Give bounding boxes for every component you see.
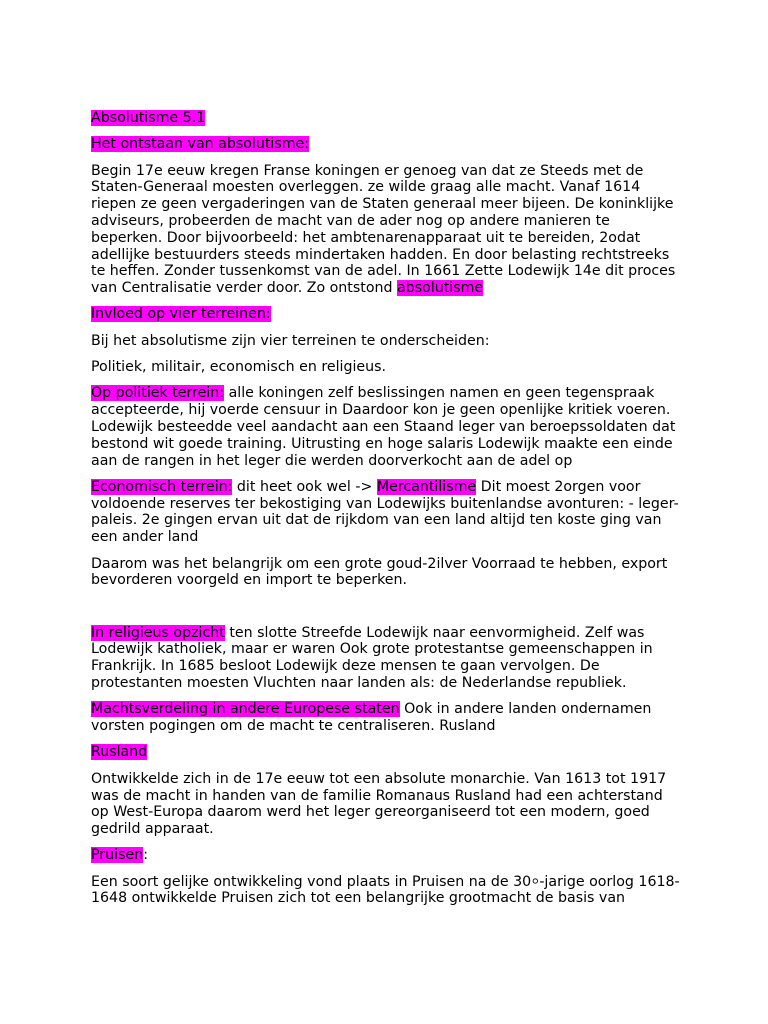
paragraph-power-division-text: Ook in andere landen ondernamen vorsten pogingen om de macht te centraliseren. Rusland	[91, 701, 652, 735]
prussia-highlight: Pruisen	[91, 847, 144, 864]
paragraph-prussia: Een soort gelijke ontwikkeling vond plaats in Pruisen na de 30⸰-jarige oorlog 1618-1648 ontwikkelde Pruisen zich tot een belangrijke grootmacht de basis van	[91, 873, 680, 907]
paragraph-origin	[91, 163, 681, 297]
blank-line	[91, 599, 681, 625]
paragraph-origin-text: Begin 17e eeuw kregen Franse koningen er genoeg van dat ze Steeds met de Staten-Generaal moesten overleggen. ze wilde graag alle macht. Vanaf 1614 riepen ze geen vergaderingen van de Staten generaal meer bijeen. De koninklijke adviseurs, probeerden de macht van de ader nog op andere manieren te beperken. Door bijvoorbeeld: het ambtenarenapparaat uit te bereiden, 2odat adellijke bestuurders steeds mindertaken hadden. En door belasting rechtstreeks te heffen. Zonder tussenkomst van de adel. In 1661 Zette Lodewijk 14e dit proces van Centralisatie verder door. Zo ontstond	[91, 162, 676, 297]
document-title	[91, 110, 681, 127]
heading-origin-highlight: Het ontstaan van absolutisme:	[91, 136, 310, 153]
absolutisme-highlight: absolutisme	[397, 280, 484, 297]
russia-highlight: Rusland	[91, 744, 148, 761]
paragraph-four-areas: Bij het absolutisme zijn vier terreinen te onderscheiden:	[91, 332, 490, 349]
paragraph-religious	[91, 625, 681, 692]
mercantilisme-highlight: Mercantilisme	[376, 478, 477, 495]
paragraph-russia: Ontwikkelde zich in de 17e eeuw tot een absolute monarchie. Van 1613 tot 1917 was de macht in handen van de familie Romanaus Rusland had een achterstand op West-Europa daarom werd het leger gereorganiseerd tot een modern, goed gedrild apparaat.	[91, 770, 667, 838]
paragraph-power-division	[91, 701, 681, 735]
heading-prussia	[91, 847, 681, 864]
heading-influence-highlight: Invloed op vier terreinen:	[91, 306, 271, 323]
political-highlight: Op politiek terrein:	[91, 385, 225, 402]
economic-highlight: Economisch terrein:	[91, 478, 233, 495]
religious-highlight: In religieus opzicht	[91, 624, 225, 641]
paragraph-areas-list: Politiek, militair, economisch en religieus.	[91, 359, 387, 376]
paragraph-reserves: Daarom was het belangrijk om een grote goud-2ilver Voorraad te hebben, export bevorderen voorgeld en import te beperken.	[91, 555, 668, 589]
paragraph-economic-text-1: dit heet ook wel ->	[232, 478, 377, 495]
title-highlight: Absolutisme 5.1	[91, 110, 206, 126]
prussia-colon: :	[143, 847, 148, 864]
paragraph-economic	[91, 479, 681, 546]
paragraph-political-text: alle koningen zelf beslissingen namen en geen tegenspraak accepteerde, hij voerde censuur in Daardoor kon je geen openlijke kritiek voeren. Lodewijk besteedde veel aandacht aan een Staand leger van beroepssoldaten dat bestond wit goede training. Uitrusting en hoge salaris Lodewijk maakte een einde aan de rangen in het leger die werden doorverkocht aan de adel op	[91, 385, 676, 469]
paragraph-political	[91, 385, 681, 469]
heading-russia	[91, 744, 681, 761]
paragraph-religious-text: ten slotte Streefde Lodewijk naar eenvormigheid. Zelf was Lodewijk katholiek, maar er waren Ook grote protestantse gemeenschappen in Frankrijk. In 1685 besloot Lodewijk deze mensen te gaan vervolgen. De protestanten moesten Vluchten naar landen als: de Nederlandse republiek.	[91, 624, 653, 692]
paragraph-economic-text-2: Dit moest 2orgen voor voldoende reserves ter bekostiging van Lodewijks buitenlandse avonturen: - leger-paleis. 2e gingen ervan uit dat de rijkdom van een land altijd ten koste ging van een ander land	[91, 478, 679, 546]
heading-influence	[91, 306, 681, 323]
power-division-highlight: Machtsverdeling in andere Europese staten	[91, 701, 400, 718]
heading-origin	[91, 136, 681, 153]
document-page	[91, 110, 681, 917]
